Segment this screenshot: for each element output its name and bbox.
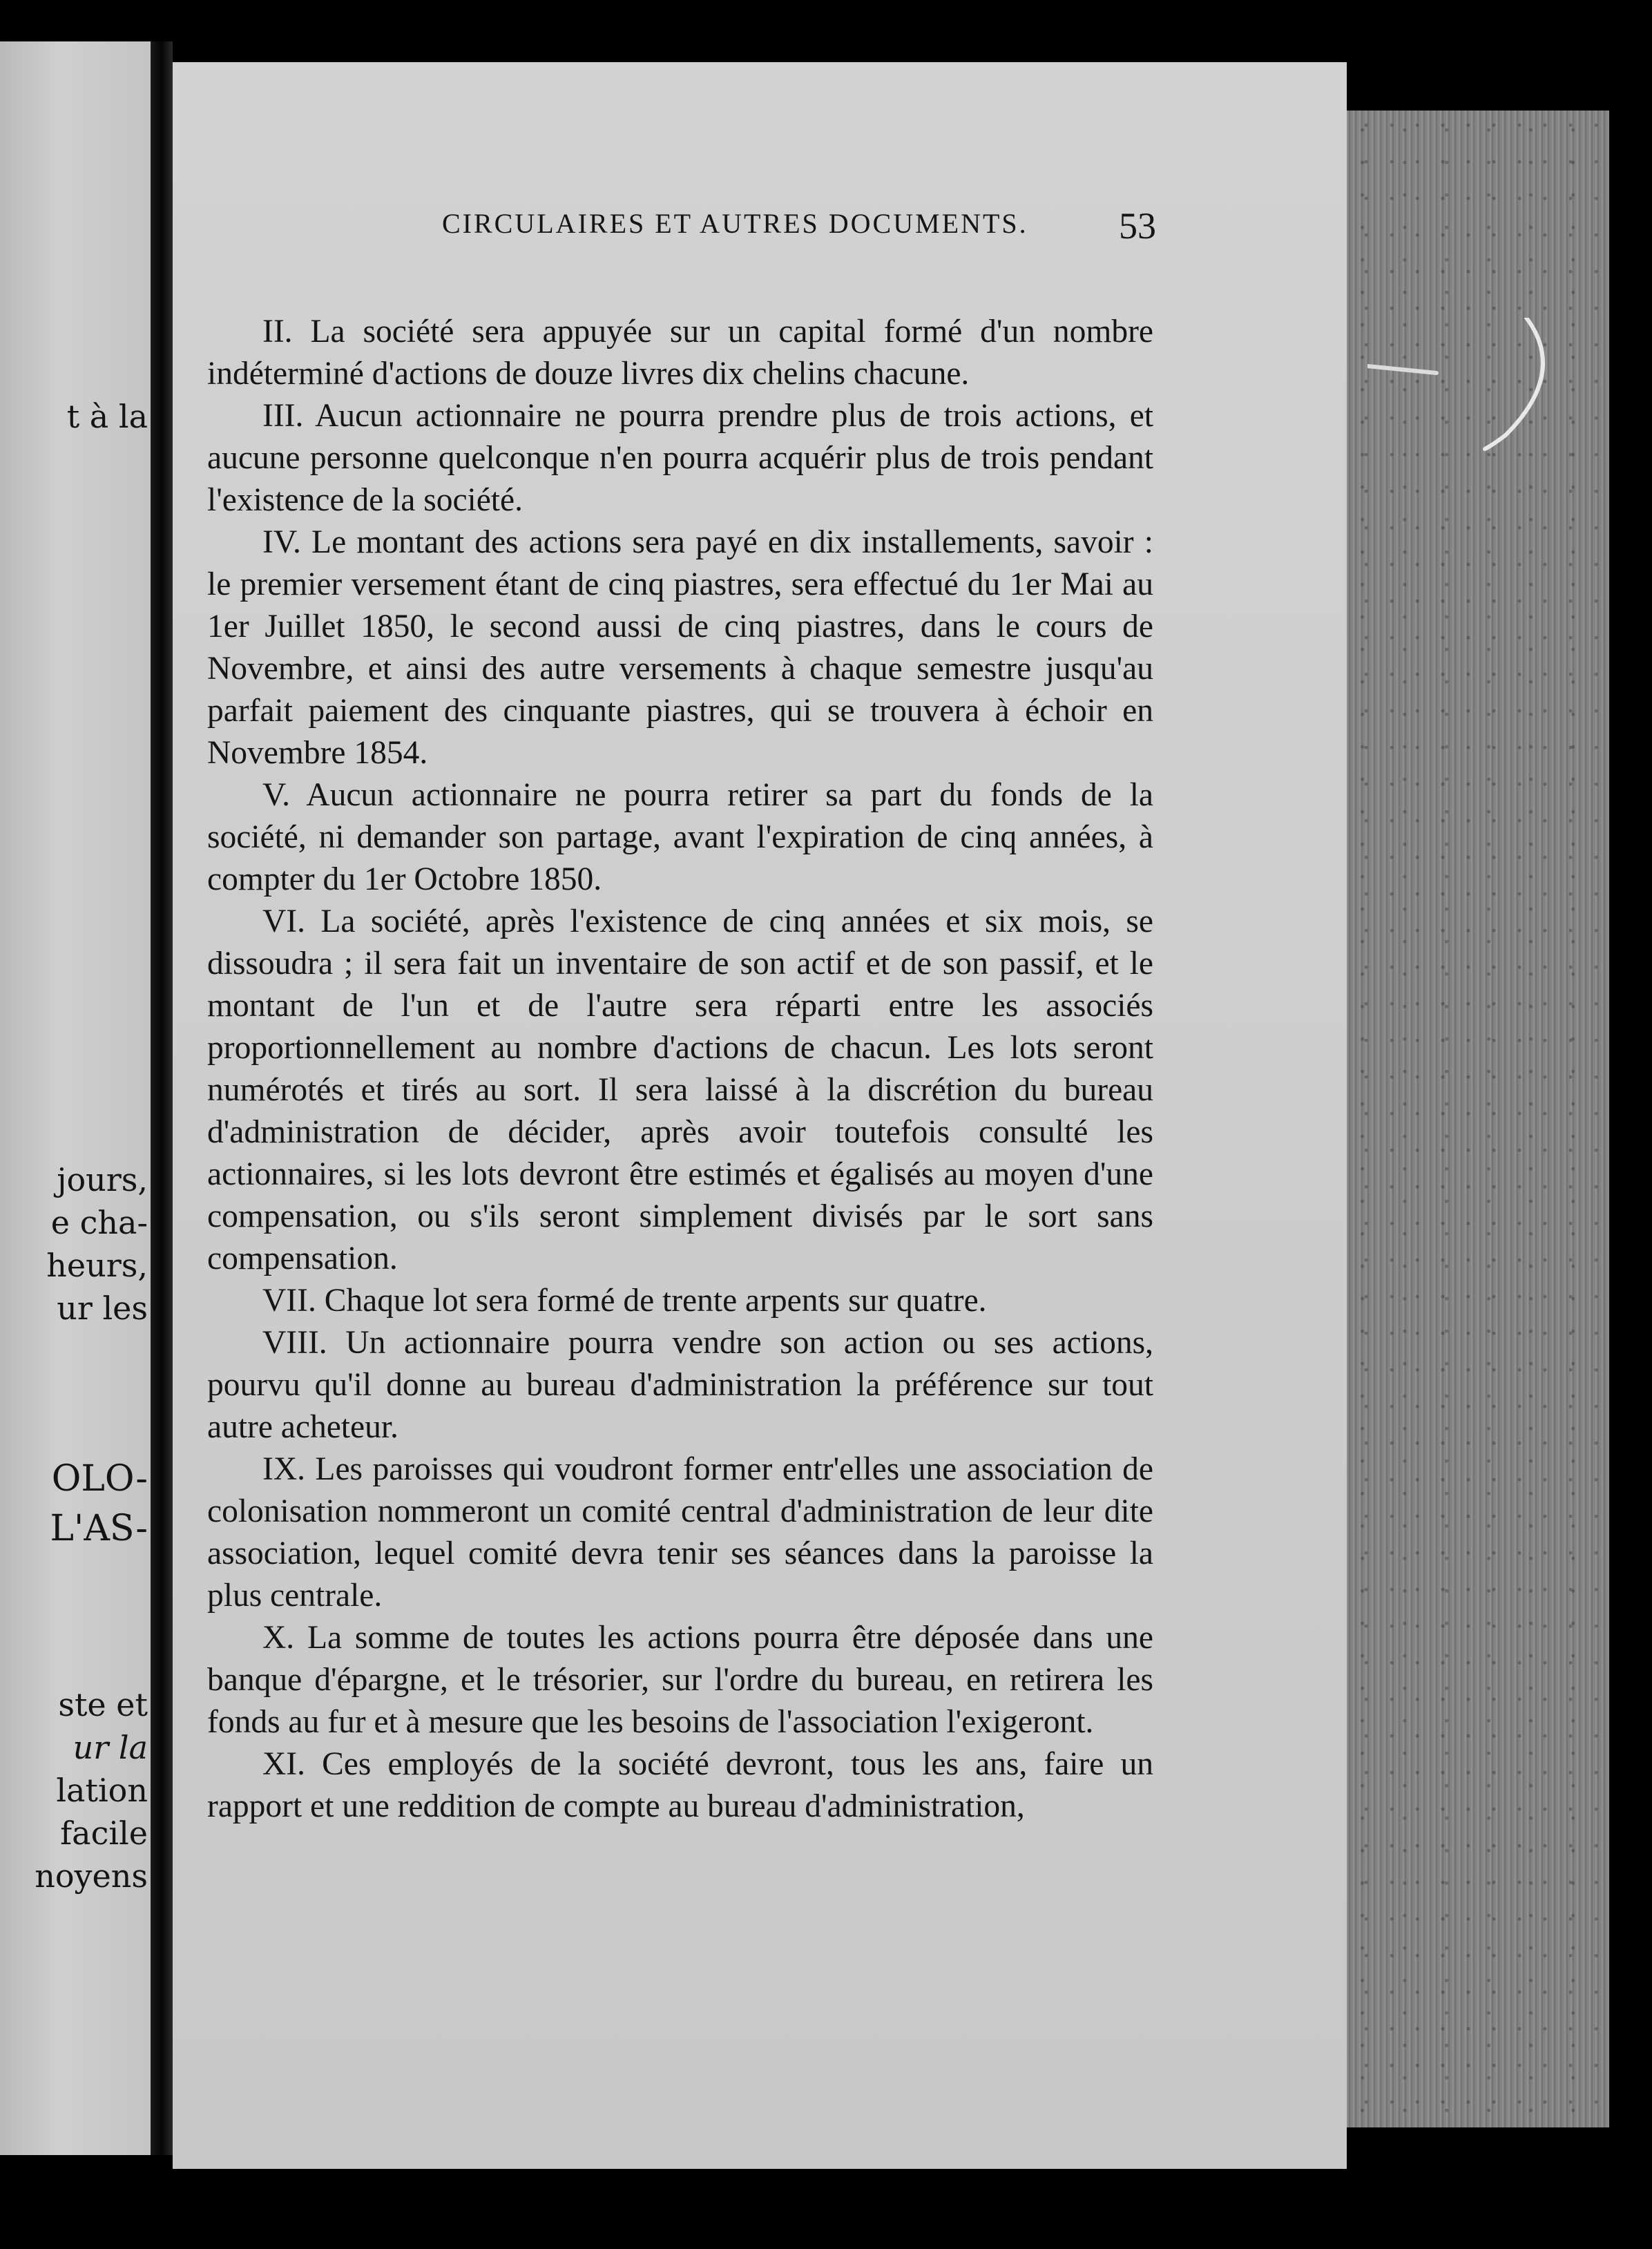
- article-paragraph: XI. Ces employés de la société devront, tous les ans, faire un rapport et une reddition de compte au bureau d'administration,: [207, 1746, 1153, 1824]
- left-page-fragment: ur la: [73, 1729, 148, 1766]
- left-page-fragment: jours,: [57, 1161, 148, 1198]
- left-page-fragment: lation: [56, 1772, 148, 1809]
- left-page-fragment: OLO-: [51, 1458, 148, 1500]
- left-page-fragment: facile: [60, 1815, 148, 1852]
- running-head: CIRCULAIRES ET AUTRES DOCUMENTS.: [442, 208, 1028, 239]
- left-page-fragment: ur les: [57, 1290, 148, 1327]
- left-page-fragment: e cha-: [50, 1204, 148, 1241]
- article-paragraph: IX. Les paroisses qui voudront former entr'elles une association de colonisation nommeront un comité central d'administration de leur dite association, lequel comité devra tenir ses séances dans la paroisse la plus centrale.: [207, 1451, 1153, 1614]
- left-page-fragment: ste et: [58, 1686, 148, 1723]
- pencil-bracket-mark: [1367, 318, 1575, 456]
- article-paragraph: V. Aucun actionnaire ne pourra retirer sa part du fonds de la société, ni demander son partage, avant l'expiration de cinq années, à compter du 1er Octobre 1850.: [207, 777, 1153, 897]
- left-page-fragment: noyens: [35, 1857, 148, 1895]
- left-facing-page: [0, 41, 151, 2155]
- left-page-fragment: L'AS-: [50, 1508, 148, 1549]
- left-page-fragment: heurs,: [46, 1247, 148, 1284]
- book-gutter: [151, 41, 173, 2155]
- article-paragraph: VIII. Un actionnaire pourra vendre son action ou ses actions, pourvu qu'il donne au bureau d'administration la préférence sur tout autre acheteur.: [207, 1325, 1153, 1445]
- article-paragraph: III. Aucun actionnaire ne pourra prendre plus de trois actions, et aucune personne quelconque n'en pourra acquérir plus de trois pendant l'existence de la société.: [207, 398, 1153, 518]
- article-paragraph: IV. Le montant des actions sera payé en dix installements, savoir : le premier versement étant de cinq piastres, sera effectué du 1er Mai au 1er Juillet 1850, le second aussi de cinq piastres, dans le cours de Novembre, et ainsi des autre versements à chaque semestre jusqu'au parfait paiement des cinquante piastres, qui se trouvera à échoir en Novembre 1854.: [207, 524, 1153, 771]
- article-paragraph: II. La société sera appuyée sur un capital formé d'un nombre indéterminé d'actions de douze livres dix chelins chacune.: [207, 314, 1153, 392]
- page-number: 53: [1119, 205, 1156, 247]
- body-text: [207, 311, 1153, 1828]
- article-paragraph: VII. Chaque lot sera formé de trente arpents sur quatre.: [262, 1283, 987, 1319]
- left-page-fragment: t à la: [66, 398, 148, 435]
- article-paragraph: X. La somme de toutes les actions pourra être déposée dans une banque d'épargne, et le trésorier, sur l'ordre du bureau, en retirera les fonds au fur et à mesure que les besoins de l'association l'exigeront.: [207, 1620, 1153, 1740]
- article-paragraph: VI. La société, après l'existence de cinq années et six mois, se dissoudra ; il sera fait un inventaire de son actif et de son passif, et le montant de l'un et de l'autre sera réparti entre les associés proportionnellement au nombre d'actions de chacun. Les lots seront numérotés et tirés au sort. Il sera laissé à la discrétion du bureau d'administration de décider, après avoir toutefois consulté les actionnaires, si les lots devront être estimés et égalisés au moyen d'une compensation, ou s'ils seront simplement divisés par le sort sans compensation.: [207, 903, 1153, 1276]
